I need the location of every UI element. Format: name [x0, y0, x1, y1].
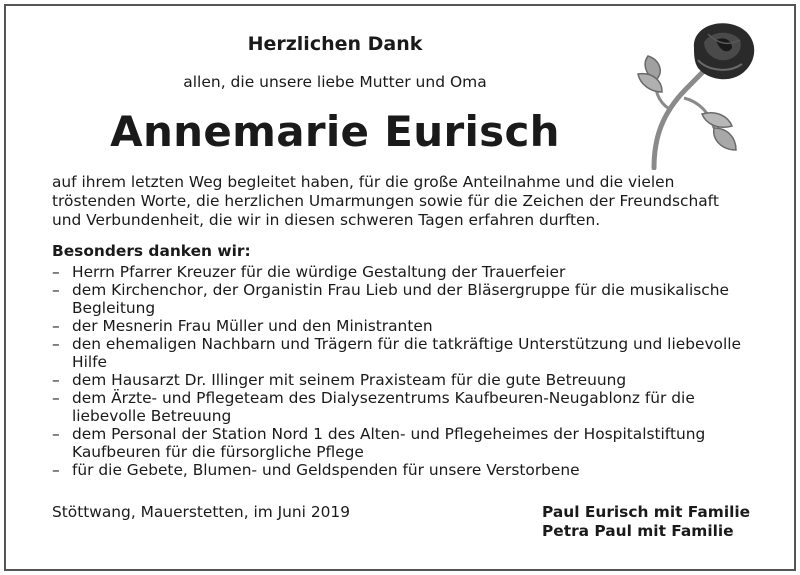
list-item-text: für die Gebete, Blumen- und Geldspenden für unsere Verstorbene [72, 461, 580, 479]
deceased-name: Annemarie Eurisch [110, 107, 560, 156]
thanks-list [52, 263, 752, 479]
list-item-text: dem Hausarzt Dr. Illinger mit seinem Praxisteam für die gute Betreuung [72, 371, 627, 389]
list-item [52, 371, 752, 389]
list-item-text: dem Kirchenchor, der Organistin Frau Lieb und der Bläsergruppe für die musikalische Begleitung [72, 281, 729, 317]
list-item [52, 425, 752, 461]
list-dash: – [52, 335, 60, 353]
list-dash: – [52, 425, 60, 443]
list-dash: – [52, 263, 60, 281]
list-item-text: dem Personal der Station Nord 1 des Alten- und Pflegeheimes der Hospitalstiftung Kaufbeuren für die fürsorgliche Pflege [72, 425, 706, 461]
place-date: Stöttwang, Mauerstetten, im Juni 2019 [52, 503, 351, 521]
intro-paragraph: auf ihrem letzten Weg begleitet haben, für die große Anteilnahme und die vielen tröstenden Worte, die herzlichen Umarmungen sowie für die Zeichen der Freundschaft und Verbundenheit, die wir in diesen schweren Tagen erfahren durften. [52, 173, 719, 229]
list-dash: – [52, 317, 60, 335]
signatures [542, 503, 750, 541]
list-item [52, 281, 752, 317]
list-item [52, 335, 752, 371]
list-dash: – [52, 461, 60, 479]
signature-line: Paul Eurisch mit Familie [542, 503, 751, 521]
signature-line: Petra Paul mit Familie [542, 522, 734, 540]
list-dash: – [52, 281, 60, 299]
notice-subtitle: allen, die unsere liebe Mutter und Oma [183, 73, 487, 91]
thanks-title: Besonders danken wir: [52, 242, 251, 260]
rose-icon [632, 18, 762, 170]
list-item [52, 461, 752, 479]
list-dash: – [52, 371, 60, 389]
list-item-text: der Mesnerin Frau Müller und den Ministranten [72, 317, 433, 335]
list-item [52, 389, 752, 425]
list-item-text: Herrn Pfarrer Kreuzer für die würdige Gestaltung der Trauerfeier [72, 263, 566, 281]
list-dash: – [52, 389, 60, 407]
notice-title: Herzlichen Dank [247, 33, 423, 55]
list-item [52, 263, 752, 281]
list-item [52, 317, 752, 335]
list-item-text: den ehemaligen Nachbarn und Trägern für die tatkräftige Unterstützung und liebevolle Hilfe [72, 335, 741, 371]
list-item-text: dem Ärzte- und Pflegeteam des Dialysezentrums Kaufbeuren-Neugablonz für die liebevolle Betreuung [72, 389, 695, 425]
